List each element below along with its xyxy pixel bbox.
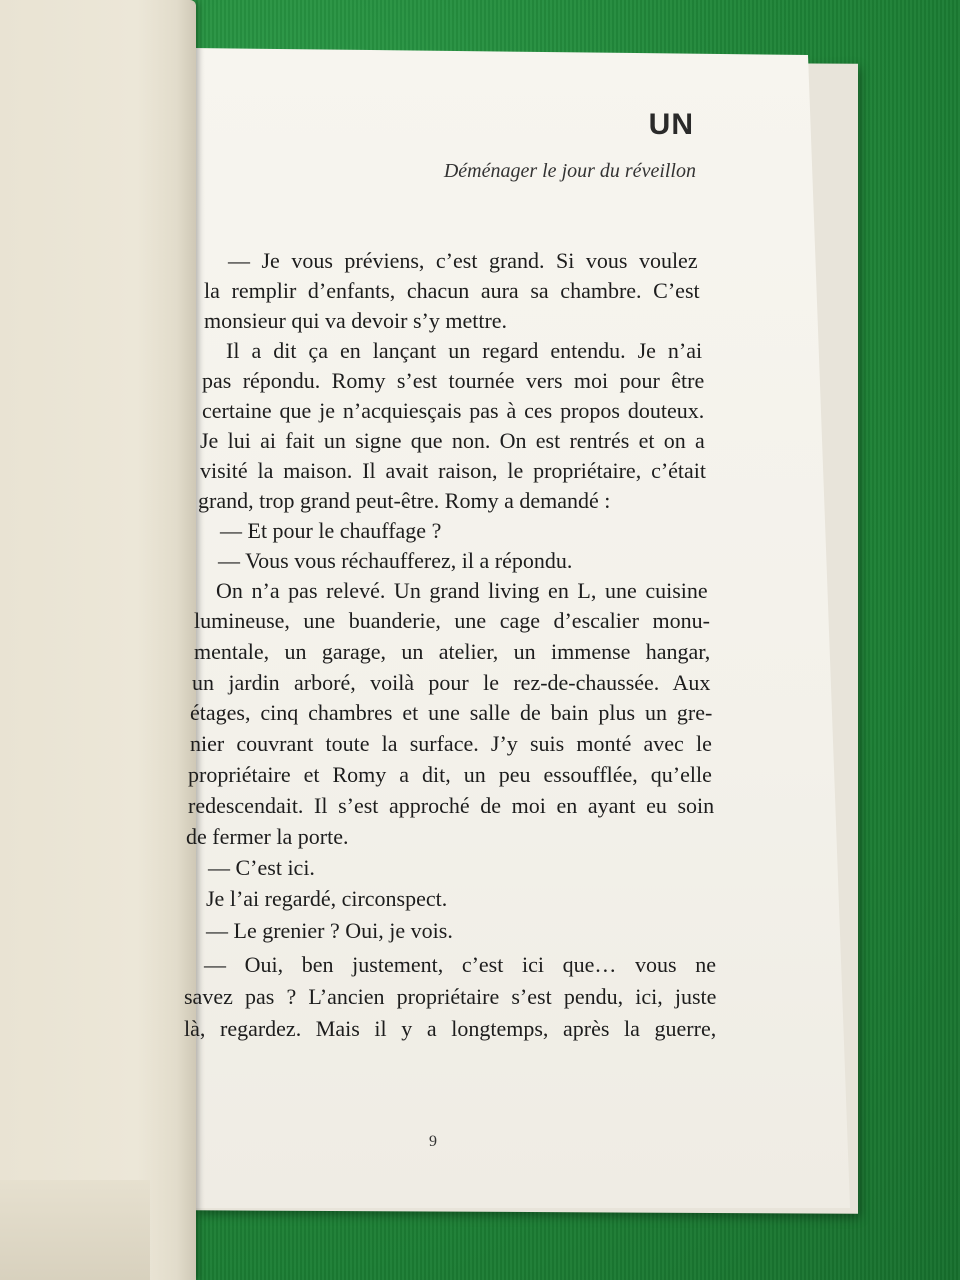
text-line: nier couvrant toute la surface. J’y suis monté avec le [190, 731, 712, 756]
text-line: Je l’ai regardé, circonspect. [206, 886, 448, 911]
text-line: redescendait. Il s’est approché de moi en ayant eu soin [188, 793, 715, 818]
text-line: visité la maison. Il avait raison, le propriétaire, c’était [200, 458, 707, 483]
text-line: — Je vous préviens, c’est grand. Si vous voulez [228, 248, 698, 273]
text-line: — Oui, ben justement, c’est ici que… vous ne [204, 952, 716, 977]
text-line: — Et pour le chauffage ? [220, 518, 442, 543]
chapter-number: UN [648, 108, 694, 141]
text-line: étages, cinq chambres et une salle de bain plus un gre- [190, 700, 713, 725]
page-number: 9 [429, 1133, 437, 1150]
text-line: grand, trop grand peut-être. Romy a demandé : [198, 488, 611, 513]
text-line: mentale, un garage, un atelier, un immense hangar, [194, 639, 711, 664]
text-line: la remplir d’enfants, chacun aura sa chambre. C’est [204, 278, 700, 303]
text-line: — C’est ici. [208, 855, 315, 880]
chapter-subtitle: Déménager le jour du réveillon [443, 160, 696, 182]
text-line: Je lui ai fait un signe que non. On est rentrés et on a [200, 428, 705, 453]
text-line: lumineuse, une buanderie, une cage d’escalier monu- [194, 608, 710, 633]
text-line: Il a dit ça en lançant un regard entendu. Je n’ai [226, 338, 703, 363]
text-line: savez pas ? L’ancien propriétaire s’est pendu, ici, juste [184, 984, 717, 1009]
text-line: On n’a pas relevé. Un grand living en L, une cuisine [216, 578, 708, 603]
text-line: pas répondu. Romy s’est tournée vers moi pour être [202, 368, 705, 393]
text-line: là, regardez. Mais il y a longtemps, après la guerre, [184, 1016, 717, 1041]
text-line: de fermer la porte. [186, 824, 349, 849]
left-page [0, 0, 196, 1280]
left-page-edge [0, 1180, 150, 1280]
text-line: propriétaire et Romy a dit, un peu essoufflée, qu’elle [188, 762, 712, 787]
text-line: — Le grenier ? Oui, je vois. [206, 918, 453, 943]
text-line: — Vous vous réchaufferez, il a répondu. [218, 548, 573, 573]
text-line: certaine que je n’acquiesçais pas à ces propos douteux. [202, 398, 705, 423]
text-line: un jardin arboré, voilà pour le rez-de-chaussée. Aux [192, 670, 711, 695]
text-line: monsieur qui va devoir s’y mettre. [204, 308, 508, 333]
